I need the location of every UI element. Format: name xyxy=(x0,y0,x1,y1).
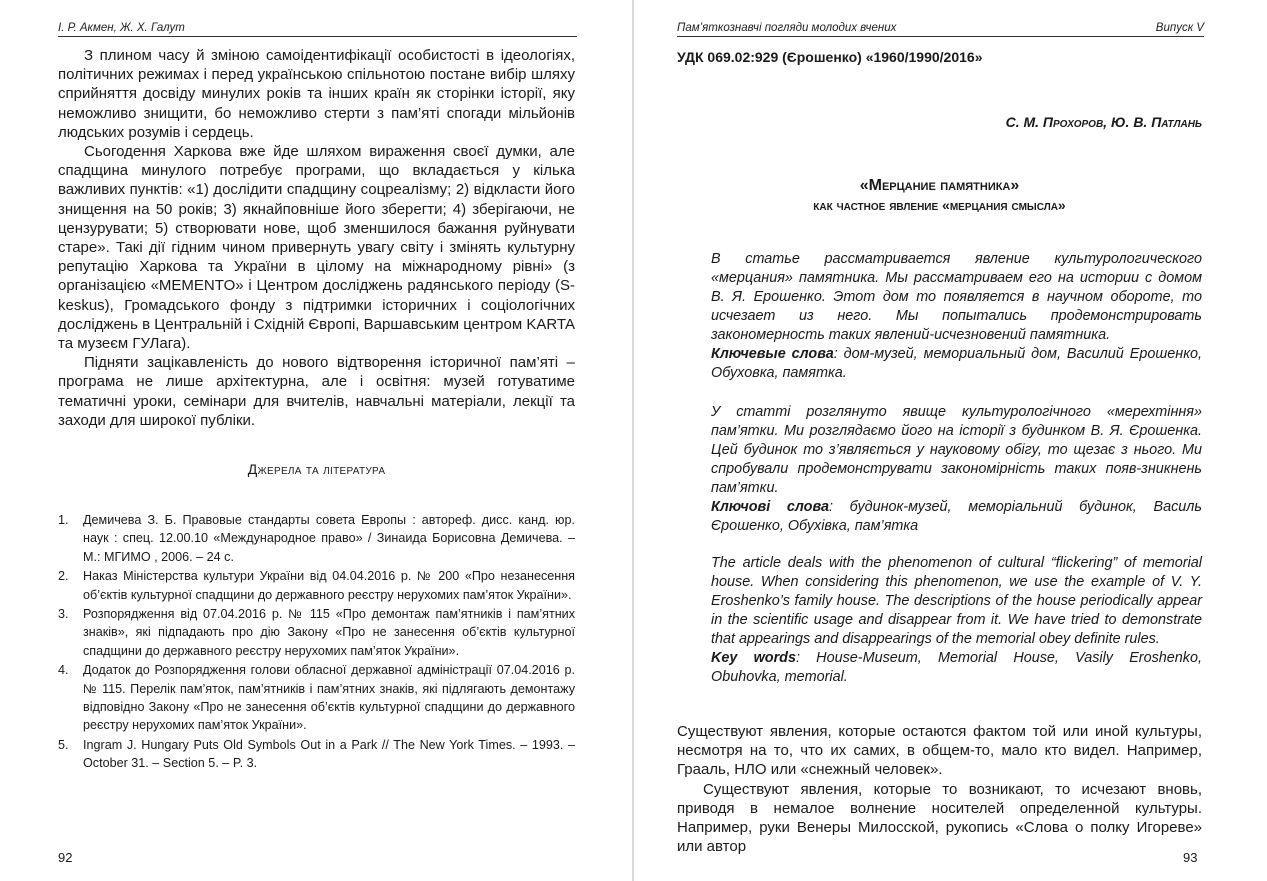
right-running-head xyxy=(677,22,1204,37)
abstract-text: В статье рассматривается явление культурологического «мерцания» памятника. Мы рассматриваем его на истории с домом В. Я. Ерошенко. Этот дом то появляется в научном обороте, то исчезает из него. Мы попытались продемонстрировать закономерность таких явлений-исчезновений памятника. xyxy=(711,251,1202,343)
left-page xyxy=(0,0,633,881)
reference-item xyxy=(58,511,575,566)
running-head-authors: І. Р. Акмен, Ж. Х. Галут xyxy=(58,22,185,34)
keywords-label: Key words xyxy=(711,650,796,666)
paragraph: Существуют явления, которые то возникают, то исчезают вновь, приводя в немалое волнение носителей определенной культуры. Например, руки Венеры Милосской, рукопись «Слова о полку Игореве» или автор xyxy=(677,780,1202,856)
running-head-issue: Випуск V xyxy=(1155,22,1204,34)
keywords-label: Ключевые слова xyxy=(711,346,834,362)
abstract-english xyxy=(711,554,1202,687)
reference-number: 5. xyxy=(58,737,69,752)
reference-text: Ingram J. Hungary Puts Old Symbols Out in a Park // The New York Times. – 1993. – October 31. – Section 5. – P. 3. xyxy=(83,737,575,771)
references-list xyxy=(58,511,575,774)
reference-number: 4. xyxy=(58,663,69,678)
reference-item xyxy=(58,605,575,660)
abstract-text: У статті розглянуто явище культурологічного «мерехтіння» пам’ятки. Ми розглядаємо його на історії з будинком В. Я. Єрошенка. Цей будинок то з’являється у науковому обігу, то щезає з нього. Ми спробували продемонструвати закономірність таких появ-зникнень пам’ятки. xyxy=(711,404,1202,496)
abstract-text: The article deals with the phenomenon of cultural “flickering” of memorial house. When considering this phenomenon, we use the example of V. Y. Eroshenko’s family house. The descriptions of the house periodically appear in the scientific usage and disappear from it. We have tried to demonstrate that appearings and disappearings of the memorial obey definite rules. xyxy=(711,555,1202,647)
keywords xyxy=(711,649,1202,687)
paragraph: Существуют явления, которые остаются фактом той или иной культуры, несмотря на то, что их самих, в общем-то, мало кто видел. Например, Грааль, НЛО или «снежный человек». xyxy=(677,723,1202,779)
keywords-label: Ключові слова xyxy=(711,499,829,515)
left-body-text xyxy=(58,46,575,430)
reference-item xyxy=(58,567,575,604)
reference-item xyxy=(58,661,575,735)
keywords-text: : House-Museum, Memorial House, Vasily Eroshenko, Obuhovka, memorial. xyxy=(711,650,1202,685)
reference-text: Демичева З. Б. Правовые стандарты совета Европы : автореф. дисс. канд. юр. наук : спец. 12.00.10 «Международное право» / Зинаида Борисовна Демичева. – М.: МГИМО , 2006. – 24 с. xyxy=(83,513,575,564)
reference-number: 3. xyxy=(58,607,69,622)
running-head-collection: Пам’яткознавчі погляди молодих вчених xyxy=(677,22,897,34)
article-title xyxy=(677,176,1202,214)
article-authors: С. М. Прохоров, Ю. В. Патлань xyxy=(1005,114,1202,130)
reference-number: 2. xyxy=(58,569,69,584)
references-heading: Джерела та література xyxy=(247,461,386,477)
right-page xyxy=(634,0,1267,881)
abstract-russian xyxy=(711,250,1202,383)
right-body-text xyxy=(677,722,1202,856)
reference-item xyxy=(58,736,575,773)
paragraph: Підняти зацікавленість до нового відтворення історичної пам’яті – програма не лише архітектурна, але і освітня: музей готуватиме тематичні уроки, семінари для вчителів, навчальні матеріали, лекції та заходи для широкої публіки. xyxy=(58,354,575,429)
page-number-left: 92 xyxy=(58,850,73,865)
paragraph: З плином часу й зміною самоідентифікації особистості в ідеологіях, політичних режимах і перед українською спільнотою постане вибір шляху сприйняття досвіду минулих років та інших країн як сторінки історії, яку неможливо знищити, бо неможливо стерти з пам’яті спогади мільйонів людських розумів і сердець. xyxy=(58,47,575,141)
keywords xyxy=(711,345,1202,383)
abstract-ukrainian xyxy=(711,403,1202,536)
keywords-text: : дом-музей, мемориальный дом, Василий Ерошенко, Обуховка, памятка. xyxy=(711,346,1202,381)
reference-text: Наказ Міністерства культури України від 04.04.2016 р. № 200 «Про незанесення об’єктів культурної спадщини до державного реєстру нерухомих пам’яток України». xyxy=(83,569,575,602)
keywords xyxy=(711,498,1202,536)
title-line-2: как частное явление «мерцания смысла» xyxy=(813,197,1066,213)
keywords-text: : будинок-музей, меморіальний будинок, Василь Єрошенко, Обухівка, пам’ятка xyxy=(711,499,1202,534)
udc-code: УДК 069.02:929 (Єрошенко) «1960/1990/2016» xyxy=(677,49,983,65)
reference-text: Додаток до Розпорядження голови обласної державної адміністрації 07.04.2016 р. № 115. Перелік пам’яток, пам’ятників і пам’ятних знаків, які підлягають демонтажу відповідно Закону «Про не занесення об’єктів культурної спадщини до державного реєстру нерухомих пам’яток України». xyxy=(83,663,575,733)
left-running-head xyxy=(58,22,577,37)
paragraph: Сьогодення Харкова вже йде шляхом вираження своєї думки, але спадщина минулого потребує програми, що вкладається у кілька важливих пунктів: «1) дослідити спадщину соцреалізму; 2) відкласти його знищення на 50 років; 3) якнайповніше його зберегти; 4) зберігаючи, не цензурувати; 5) створювати нове, щоб зменшилося бажання руйнувати старе». Такі дії гідним чином привернуть увагу світу і змінять культурну репутацію Харкова та України в цілому на міжнародному рівні» (з організацією «MEMENTO» і Центром досліджень радянського періоду (S-keskus), Громадського фонду з підтримки історичних і соціологічних досліджень в Центральній і Східній Європі, Варшавським центром KARTA та музеєм ГУЛага). xyxy=(58,143,575,353)
page-number-right: 93 xyxy=(1183,850,1198,865)
title-line-1: «Мерцание памятника» xyxy=(859,177,1020,194)
reference-text: Розпорядження від 07.04.2016 р. № 115 «Про демонтаж пам’ятників і пам’ятних знаків», які підпадають про дію Закону «Про не занесення об’єктів культурної спадщини до державного реєстру нерухомих пам’яток України». xyxy=(83,607,575,658)
reference-number: 1. xyxy=(58,513,69,527)
